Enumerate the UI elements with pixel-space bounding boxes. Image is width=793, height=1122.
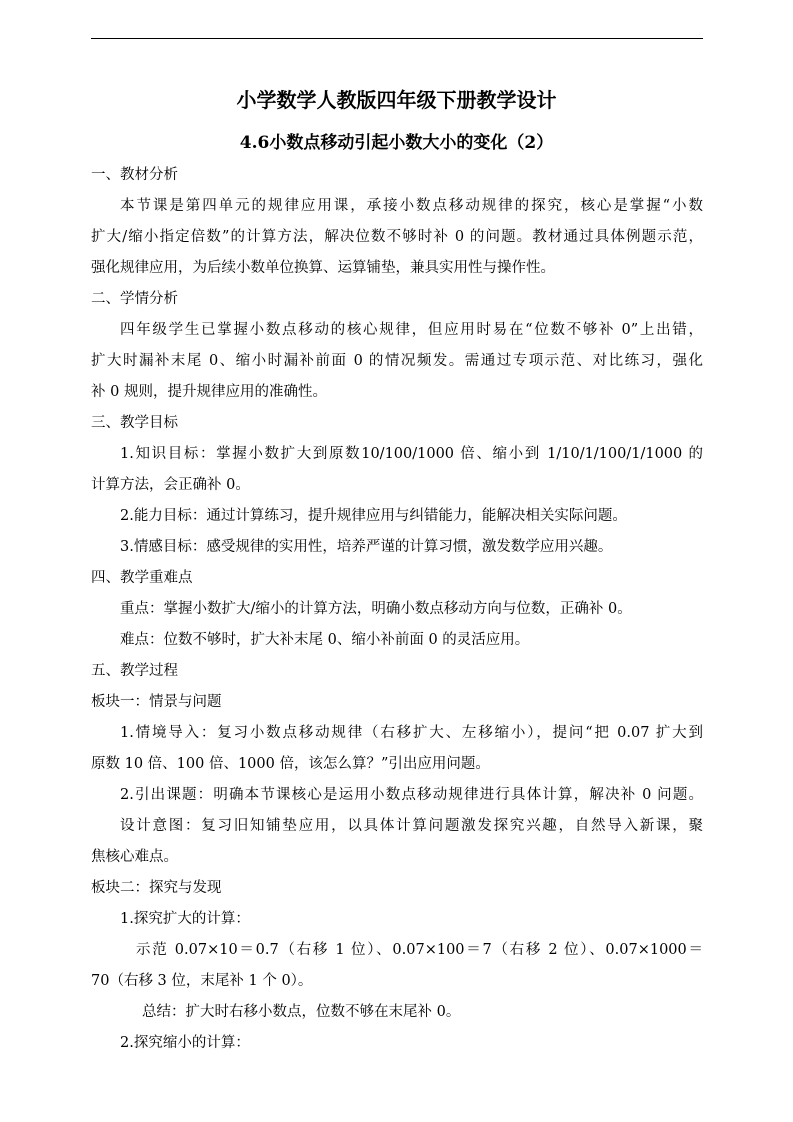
paragraph-line: 3.情感目标：感受规律的实用性，培养严谨的计算习惯，激发数学应用兴趣。: [120, 539, 613, 555]
document-title: 小学数学人教版四年级下册教学设计: [236, 88, 557, 112]
paragraph-line: 2.能力目标：通过计算练习，提升规律应用与纠错能力，能解决相关实际问题。: [120, 508, 627, 524]
paragraph-line: 扩大/缩小指定倍数”的计算方法，解决位数不够时补 0 的问题。教材通过具体例题示范，: [91, 229, 703, 245]
heading-teaching-goals: 三、教学目标: [91, 415, 178, 431]
header-rule: [91, 38, 703, 39]
paragraph-line: 70（右移 3 位，末尾补 1 个 0）。: [91, 973, 313, 989]
heading-textbook-analysis: 一、教材分析: [91, 167, 178, 183]
subheading-section-two: 板块二：探究与发现: [91, 880, 222, 896]
paragraph-line: 本节课是第四单元的规律应用课，承接小数点移动规律的探究，核心是掌握“小数: [120, 198, 703, 214]
paragraph-line: 2.引出课题：明确本节课核心是运用小数点移动规律进行具体计算，解决补 0 问题。: [120, 787, 703, 803]
paragraph-line: 示范 0.07×10＝0.7（右移 1 位）、0.07×100＝7（右移 2 位）、0.07×1000＝: [136, 942, 703, 958]
paragraph-line: 扩大时漏补末尾 0、缩小时漏补前面 0 的情况频发。需通过专项示范、对比练习，强化: [91, 353, 703, 369]
paragraph-line: 1.情境导入：复习小数点移动规律（右移扩大、左移缩小），提问“把 0.07 扩大到: [120, 725, 703, 741]
paragraph-line: 难点：位数不够时，扩大补末尾 0、缩小补前面 0 的灵活应用。: [120, 632, 530, 648]
paragraph-line: 总结：扩大时右移小数点，位数不够在末尾补 0。: [142, 1004, 461, 1020]
paragraph-line: 1.知识目标：掌握小数扩大到原数10/100/1000 倍、缩小到 1/10/1/100/1/1000 的: [120, 446, 703, 462]
heading-teaching-process: 五、教学过程: [91, 663, 178, 679]
lesson-subtitle: 4.6小数点移动引起小数大小的变化（2）: [239, 133, 554, 153]
heading-learner-analysis: 二、学情分析: [91, 291, 178, 307]
paragraph-line: 计算方法，会正确补 0。: [91, 477, 250, 493]
paragraph-line: 1.探究扩大的计算：: [120, 911, 250, 927]
paragraph-line: 设计意图：复习旧知铺垫应用，以具体计算问题激发探究兴趣，自然导入新课，聚: [120, 818, 703, 834]
paragraph-line: 2.探究缩小的计算：: [120, 1035, 250, 1051]
paragraph-line: 重点：掌握小数扩大/缩小的计算方法，明确小数点移动方向与位数，正确补 0。: [120, 601, 632, 617]
paragraph-line: 焦核心难点。: [91, 849, 178, 865]
subheading-section-one: 板块一：情景与问题: [91, 694, 222, 710]
document-body: [91, 160, 703, 1059]
paragraph-line: 四年级学生已掌握小数点移动的核心规律，但应用时易在“位数不够补 0”上出错，: [120, 322, 703, 338]
paragraph-line: 强化规律应用，为后续小数单位换算、运算铺垫，兼具实用性与操作性。: [91, 260, 555, 276]
paragraph-line: 原数 10 倍、100 倍、1000 倍，该怎么算？”引出应用问题。: [91, 756, 490, 772]
paragraph-line: 补 0 规则，提升规律应用的准确性。: [91, 384, 327, 400]
heading-key-points: 四、教学重难点: [91, 570, 193, 586]
